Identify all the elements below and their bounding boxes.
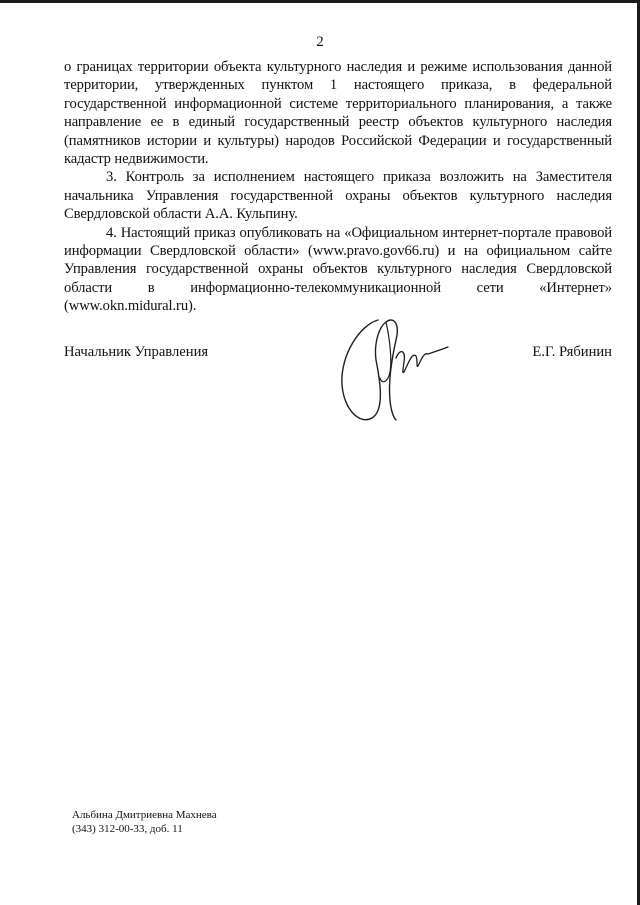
executor-phone: (343) 312-00-33, доб. 11 — [72, 823, 183, 835]
paragraph-borders-info: о границах территории объекта культурного наследия и режиме использования данной территории, утвержденных пунктом 1 настоящего приказа, в федеральной государственной информационной системе территориального планирования, а также направление ее в единый государственный реестр объектов культурного наследия (памятников истории и культуры) народов Российской Федерации и государственный кадастр недвижимости. — [64, 59, 612, 168]
paragraph-control: 3. Контроль за исполнением настоящего приказа возложить на Заместителя начальника Управления государственной охраны объектов культурного наследия Свердловской области А.А. Кульпину. — [64, 169, 612, 223]
position-title: Начальник Управления — [64, 344, 209, 360]
page-number: 2 — [316, 34, 324, 50]
executor-name: Альбина Дмитриевна Махнева — [72, 809, 217, 821]
executor-info — [72, 808, 217, 836]
paragraph-publication: 4. Настоящий приказ опубликовать на «Официальном интернет-портале правовой информации Свердловской области» (www.pravo.gov66.ru) и на официальном сайте Управления государственной охраны объектов культурного наследия Свердловской области в информационно-телекоммуникационной сети «Интернет» (www.okn.midural.ru). — [64, 224, 612, 315]
signer-name: Е.Г. Рябинин — [532, 344, 612, 360]
handwritten-signature-icon — [330, 300, 460, 435]
scan-edge-top — [0, 0, 640, 3]
document-body — [64, 58, 612, 316]
